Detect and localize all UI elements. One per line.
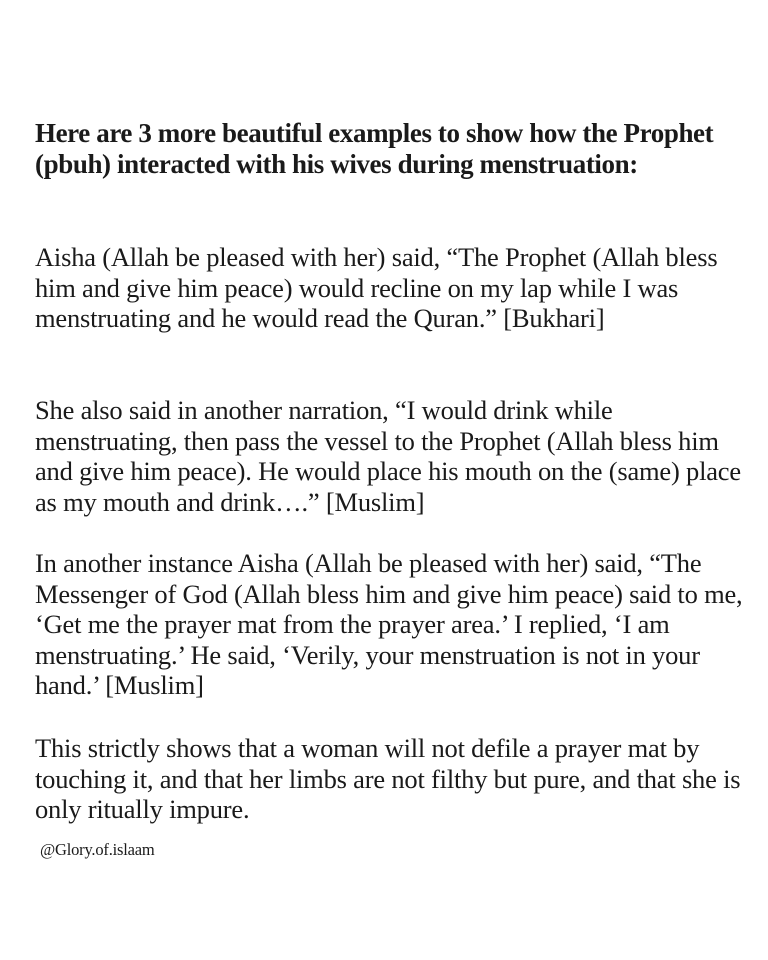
paragraph-drink-narration: She also said in another narration, “I would drink while menstruating, then pass the vessel to the Prophet (Allah bless him and give him peace). He would place his mouth on the (same) place as my mouth and drink….” [Muslim] — [35, 395, 741, 517]
paragraph-prayer-mat-narration: In another instance Aisha (Allah be pleased with her) said, “The Messenger of God (Allah bless him and give him peace) said to me, ‘Get me the prayer mat from the prayer area.’ I replied, ‘I am menstruating.’ He said, ‘Verily, your menstruation is not in your hand.’ [Muslim] — [35, 548, 743, 700]
author-handle: @Glory.of.islaam — [40, 840, 155, 859]
paragraph-bukhari-narration: Aisha (Allah be pleased with her) said, “The Prophet (Allah bless him and give him peace) would recline on my lap while I was menstruating and he would read the Quran.” [Bukhari] — [35, 242, 718, 333]
post-heading: Here are 3 more beautiful examples to show how the Prophet (pbuh) interacted with his wives during menstruation: — [35, 118, 714, 179]
paragraph-conclusion: This strictly shows that a woman will not defile a prayer mat by touching it, and that her limbs are not filthy but pure, and that she is only ritually impure. — [35, 733, 741, 824]
